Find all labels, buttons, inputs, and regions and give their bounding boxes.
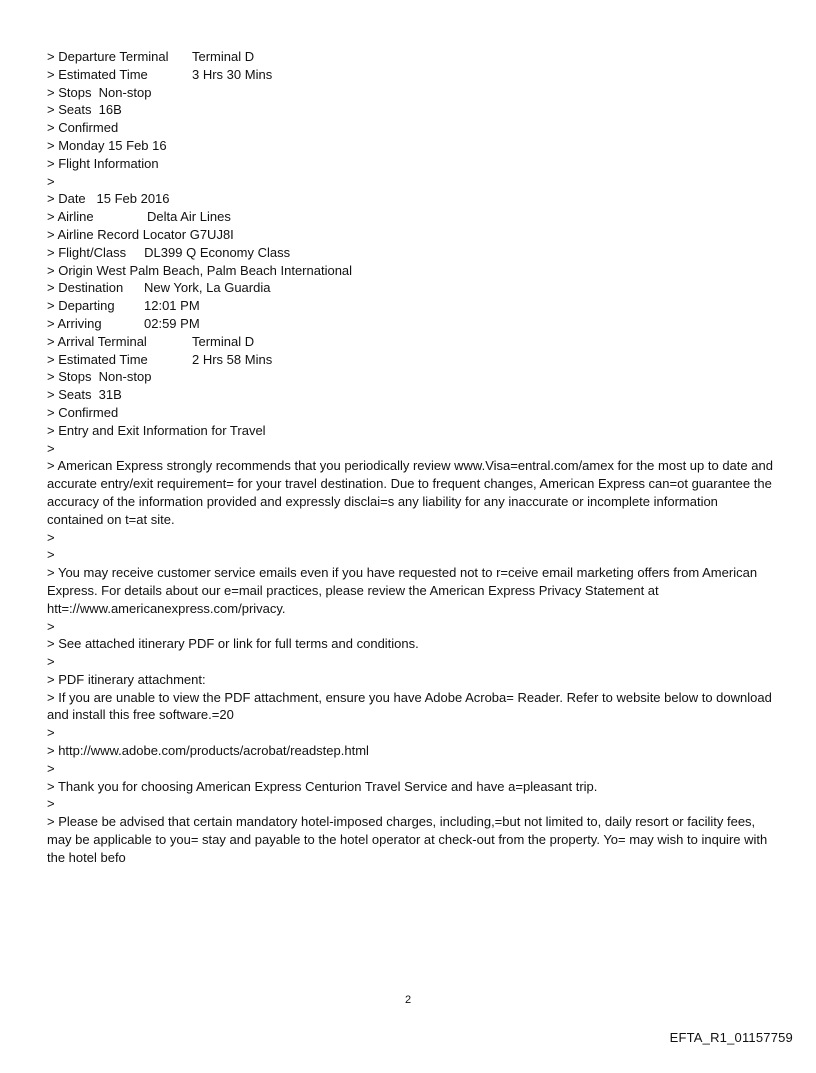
- detail-line: [47, 297, 777, 315]
- field-label: > Airline: [47, 209, 94, 225]
- detail-line: > Stops Non-stop: [47, 84, 152, 100]
- detail-line: [47, 333, 777, 351]
- field-label: > Estimated Time: [47, 351, 148, 367]
- field-value: Terminal D: [192, 49, 255, 64]
- detail-line: > Flight/Class DL399 Q Economy Class: [47, 244, 291, 260]
- field-label: > Arriving: [47, 315, 102, 331]
- detail-line: > Confirmed: [47, 120, 119, 136]
- quote-marker: >: [47, 654, 55, 670]
- quote-marker: >: [47, 173, 55, 189]
- field-value: 3 Hrs 30 Mins: [192, 66, 273, 82]
- field-value: New York, La Guardia: [144, 280, 271, 296]
- field-value: 02:59 PM: [144, 315, 200, 331]
- paragraph-entry-exit: > American Express strongly recommends that you periodically review www.Visa=entral.com/amex for the most up to date and accurate entry/exit requirement= for your travel destination. Due to frequent changes, American Express can=ot guarantee the accuracy of the information provided and expressly disclai=s any liability for any inaccurate or incomplete information contained on t=at site.: [47, 458, 773, 527]
- detail-line: > Stops Non-stop: [47, 369, 152, 385]
- detail-line: [47, 315, 777, 333]
- paragraph-thank-you: > Thank you for choosing American Express Centurion Travel Service and have a=pleasant trip.: [47, 778, 598, 794]
- section-heading: > PDF itinerary attachment:: [47, 671, 206, 687]
- section-heading: > Entry and Exit Information for Travel: [47, 422, 266, 438]
- detail-line: [47, 279, 777, 297]
- quote-marker: >: [47, 440, 55, 456]
- quote-marker: >: [47, 760, 55, 776]
- field-value: 2 Hrs 58 Mins: [192, 351, 273, 367]
- paragraph-email-notice: > You may receive customer service emails even if you have requested not to r=ceive email marketing offers from American Express. For details about our e=mail practices, please review the American Express Privacy Statement at htt=://www.americanexpress.com/privacy.: [47, 565, 758, 616]
- field-label: > Estimated Time: [47, 66, 148, 82]
- document-id: EFTA_R1_01157759: [669, 1030, 793, 1045]
- paragraph-hotel-charges: > Please be advised that certain mandatory hotel-imposed charges, including,=but not limited to, daily resort or facility fees, may be applicable to you= stay and payable to the hotel operator at check-out from the property. Yo= may wish to inquire with the hotel befo: [47, 814, 768, 865]
- detail-line: [47, 208, 777, 226]
- field-label: > Departing: [47, 298, 115, 314]
- email-body: [47, 48, 777, 867]
- quote-marker: >: [47, 796, 55, 812]
- section-heading: > Flight Information: [47, 155, 159, 171]
- detail-line: [47, 48, 777, 66]
- quote-marker: >: [47, 547, 55, 563]
- paragraph-pdf-reader: > If you are unable to view the PDF attachment, ensure you have Adobe Acroba= Reader. Refer to website below to download and install this free software.=20: [47, 689, 772, 723]
- quote-marker: >: [47, 529, 55, 545]
- adobe-link: > http://www.adobe.com/products/acrobat/readstep.html: [47, 743, 369, 759]
- detail-line: > Seats 16B: [47, 102, 122, 118]
- detail-line: [47, 66, 777, 84]
- detail-line: > Seats 31B: [47, 387, 122, 403]
- detail-line: [47, 351, 777, 369]
- detail-line: > Origin West Palm Beach, Palm Beach International: [47, 262, 353, 278]
- detail-line: > Monday 15 Feb 16: [47, 137, 167, 153]
- page-number: 2: [404, 994, 412, 1006]
- quote-marker: >: [47, 618, 55, 634]
- field-label: > Departure Terminal: [47, 49, 169, 64]
- detail-line: > Airline Record Locator G7UJ8I: [47, 226, 234, 242]
- detail-line: > Confirmed: [47, 404, 119, 420]
- detail-line: > Date 15 Feb 2016: [47, 191, 170, 207]
- field-value: Terminal D: [192, 333, 255, 349]
- field-label: > Arrival Terminal: [47, 333, 147, 349]
- paragraph-terms: > See attached itinerary PDF or link for full terms and conditions.: [47, 636, 419, 652]
- field-value: Delta Air Lines: [147, 209, 231, 225]
- field-value: 12:01 PM: [144, 298, 200, 314]
- quote-marker: >: [47, 725, 55, 741]
- field-label: > Destination: [47, 280, 124, 296]
